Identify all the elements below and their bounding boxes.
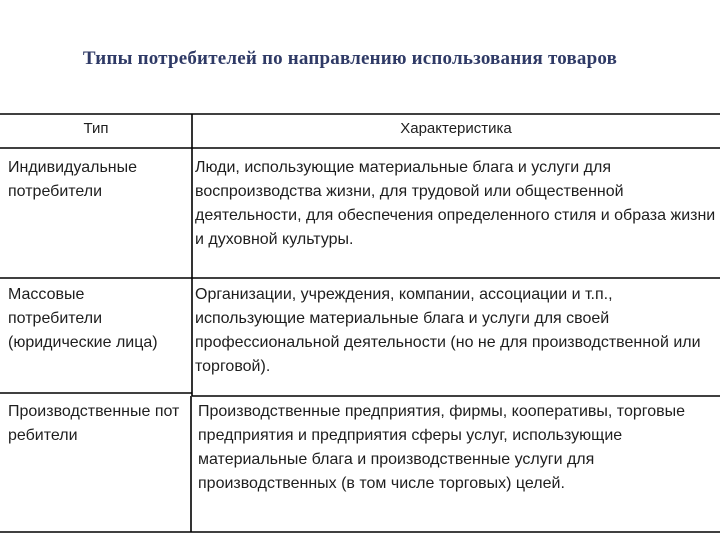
row-1-characteristic: Люди, использующие материальные блага и услуги для воспроизводства жизни, для трудовой или общественной деятельности, для обеспечения определенного стиля и образа жизни и духовной культуры. (195, 159, 716, 248)
header-type: Тип (83, 120, 109, 137)
page-title: Типы потребителей по направлению использования товаров (82, 48, 618, 69)
row-3-characteristic: Производственные предприятия, фирмы, кооперативы, торговые предприятия и предприятия сферы услуг, использующие материальные блага и производственные услуги для производственных (в том числе торговых) целей. (198, 403, 686, 492)
row-2-characteristic: Организации, учреждения, компании, ассоциации и т.п., использующие материальные блага и услуги для своей профессиональной деятельности (но не для производственной или торговой). (195, 286, 701, 375)
row-1-type: Индивидуальные потребители (8, 159, 138, 200)
header-characteristic: Характеристика (400, 120, 512, 137)
row-3-type: Производственные потребители (8, 403, 180, 444)
row-2-type: Массовые потребители (юридические лица) (8, 286, 158, 351)
